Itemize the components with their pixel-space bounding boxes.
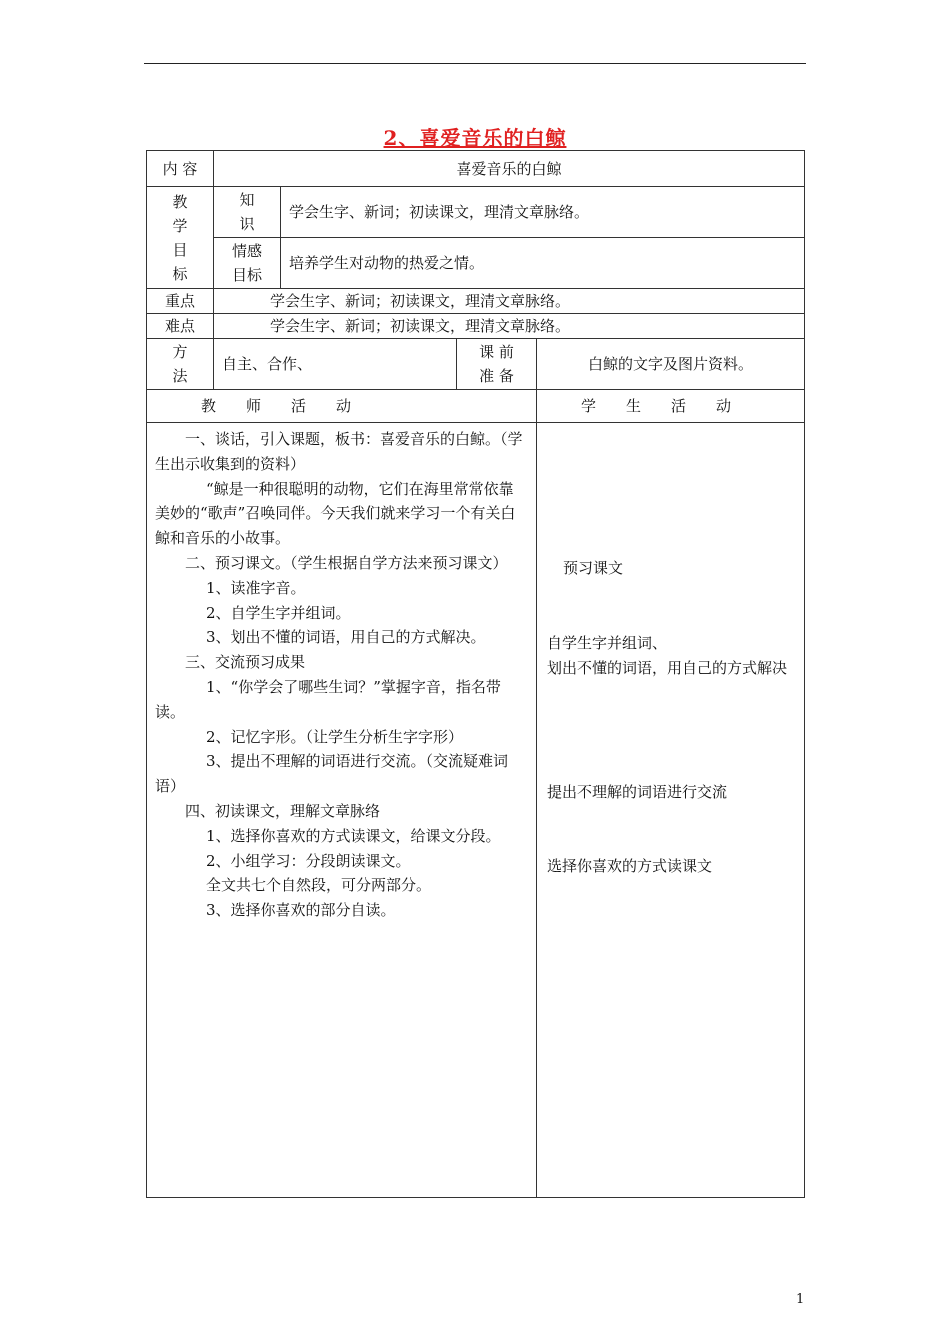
student-activity-line: 选择你喜欢的方式读课文 [547, 857, 713, 875]
teacher-activity-line: “鲸是一种很聪明的动物，它们在海里常常依靠美妙的“歌声”召唤同伴。今天我们就来学习一个有关白鲸和音乐的小故事。 [155, 479, 516, 548]
student-activity-header: 学 生 活 动 [537, 390, 805, 423]
teacher-activity-line: 三、交流预习成果 [185, 653, 306, 672]
knowledge-value: 学会生字、新词；初读课文，理清文章脉络。 [281, 187, 805, 238]
difficulty-value: 学会生字、新词；初读课文，理清文章脉络。 [214, 314, 805, 339]
key-point-value: 学会生字、新词；初读课文，理清文章脉络。 [214, 289, 805, 314]
teacher-activity-line: 1、读准字音。 [206, 578, 306, 597]
teacher-activity-line: 一、谈话，引入课题，板书：喜爱音乐的白鲸。（学生出示收集到的资料） [155, 430, 523, 473]
teacher-activity-line: 3、划出不懂的词语，用自己的方式解决。 [206, 628, 486, 647]
student-activity-line: 预习课文 [563, 559, 624, 577]
teacher-activity-line: 二、预习课文。（学生根据自学方法来预习课文） [185, 553, 508, 572]
teacher-activity-line: 1、“你学会了哪些生词？”掌握字音，指名带读。 [155, 677, 501, 721]
teacher-activity-line: 2、记忆字形。（让学生分析生字字形） [206, 727, 464, 746]
teacher-activity-line: 全文共七个自然段，可分两部分。 [206, 876, 432, 895]
teacher-activity-body [147, 423, 537, 1198]
emotion-value: 培养学生对动物的热爱之情。 [281, 238, 805, 289]
preparation-label: 课 前 准 备 [457, 339, 537, 390]
teacher-activity-line: 3、提出不理解的词语进行交流。（交流疑难词语） [155, 752, 509, 796]
content-value: 喜爱音乐的白鲸 [214, 151, 805, 187]
preparation-value: 白鲸的文字及图片资料。 [537, 339, 805, 390]
teacher-activity-header: 教 师 活 动 [147, 390, 537, 423]
page-title: 2、喜爱音乐的白鲸 [383, 126, 567, 150]
method-label: 方 法 [147, 339, 214, 390]
goals-label: 教 学 目 标 [147, 187, 214, 289]
method-value: 自主、合作、 [214, 339, 457, 390]
teacher-activity-line: 四、初读课文，理解文章脉络 [185, 801, 381, 820]
content-label: 内 容 [147, 151, 214, 187]
page-number: 1 [796, 1292, 805, 1307]
student-activity-line: 划出不懂的词语，用自己的方式解决 [547, 659, 788, 677]
lesson-plan-table [146, 150, 805, 1198]
teacher-activity-line: 1、选择你喜欢的方式读课文，给课文分段。 [206, 826, 501, 845]
emotion-label: 情感 目标 [214, 238, 281, 289]
key-point-label: 重点 [147, 289, 214, 314]
teacher-activity-line: 2、自学生字并组词。 [206, 603, 351, 622]
teacher-activity-line: 2、小组学习：分段朗读课文。 [206, 851, 411, 870]
student-activity-line: 提出不理解的词语进行交流 [547, 783, 728, 801]
knowledge-label: 知 识 [214, 187, 281, 238]
header-rule [144, 63, 806, 64]
student-activity-line: 自学生字并组词、 [547, 634, 668, 652]
teacher-activity-line: 3、选择你喜欢的部分自读。 [206, 901, 396, 920]
difficulty-label: 难点 [147, 314, 214, 339]
student-activity-body [537, 423, 805, 1198]
